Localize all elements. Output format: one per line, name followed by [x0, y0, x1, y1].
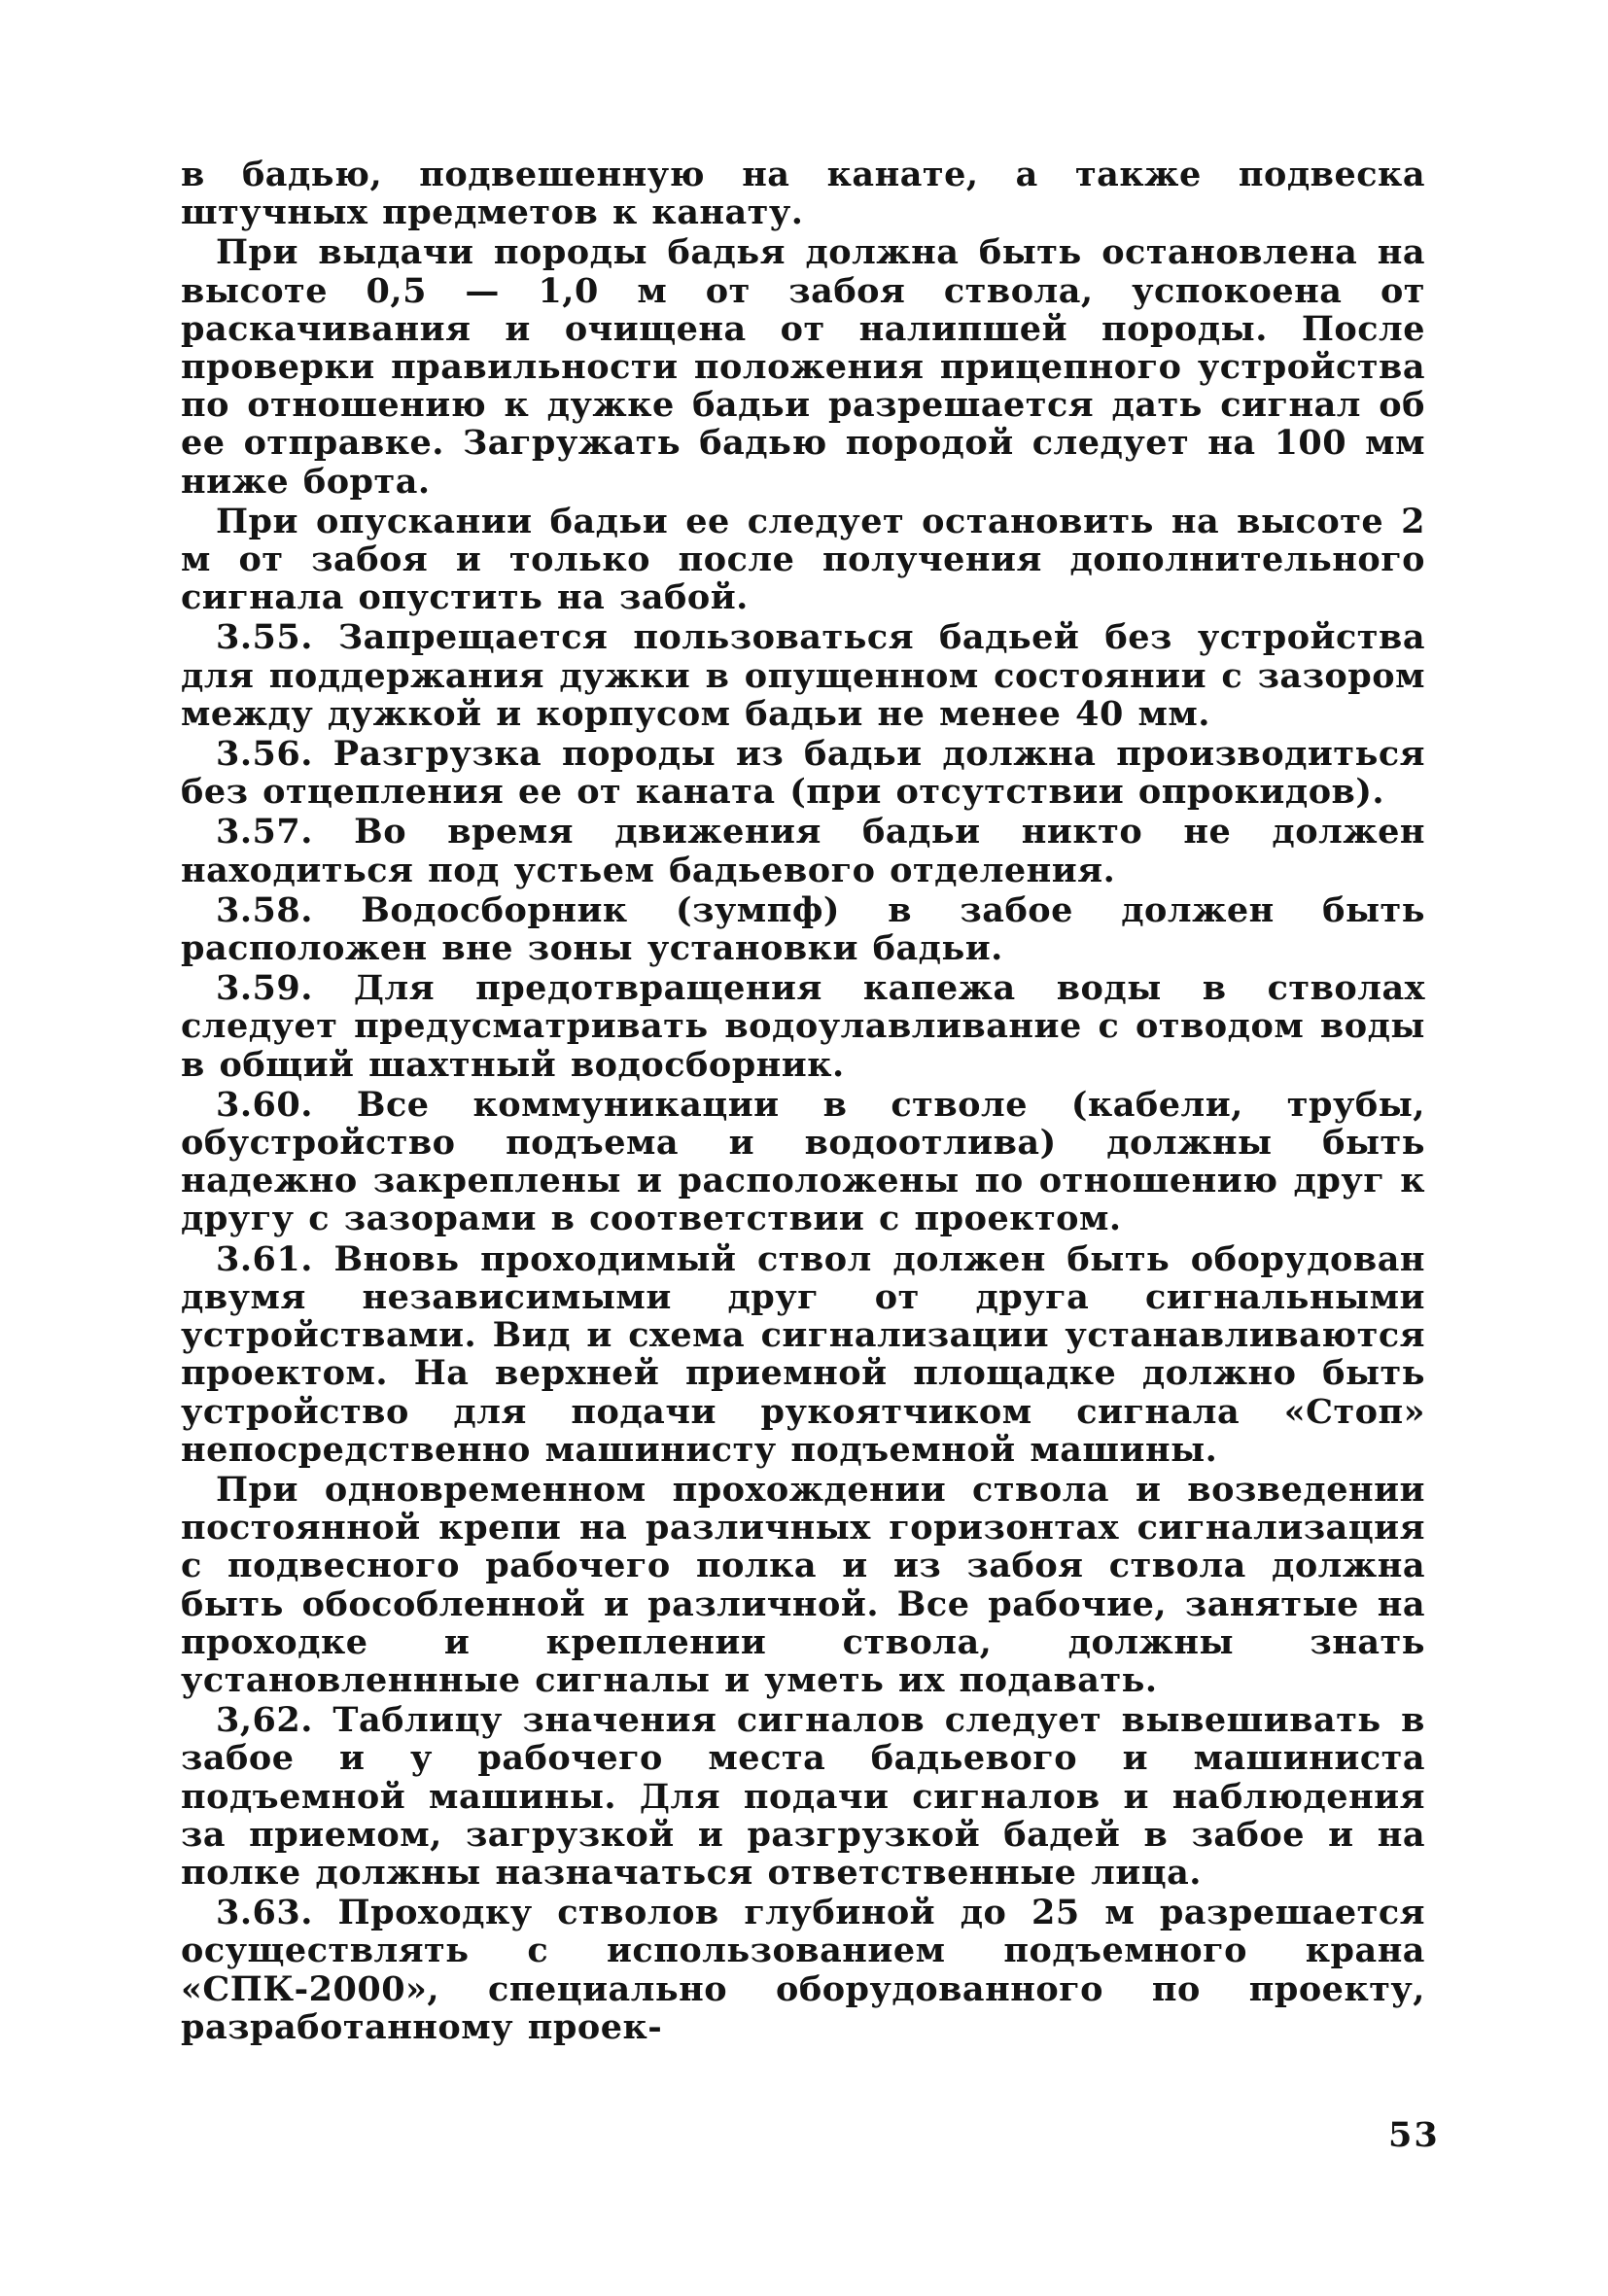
paragraph: 3.56. Разгрузка породы из бадьи должна производиться без отцепления ее от каната (при отсутствии опрокидов). [181, 734, 1425, 813]
paragraph: 3.63. Проходку стволов глубиной до 25 м разрешается осуществлять с использованием подъемного крана «СПК-2000», специально оборудованного по проекту, разработанному проек- [181, 1893, 1425, 2047]
paragraph: 3.58. Водосборник (зумпф) в забое должен быть расположен вне зоны установки бадьи. [181, 889, 1425, 969]
paragraph: 3,62. Таблицу значения сигналов следует вывешивать в забое и у рабочего места бадьевого и машиниста подъемной машины. Для подачи сигналов и наблюдения за приемом, загрузкой и разгрузкой бадей в забое и на полке должны назначаться ответственные лица. [181, 1700, 1425, 1893]
paragraph: При опускании бадьи ее следует остановить на высоте 2 м от забоя и только после получения дополнительного сигнала опустить на забой. [181, 501, 1425, 618]
paragraph: в бадью, подвешенную на канате, а также подвеска штучных предметов к канату. [181, 155, 1425, 233]
paragraph: 3.55. Запрещается пользоваться бадьей без устройства для поддержания дужки в опущенном состоянии с зазором между дужкой и корпусом бадьи не менее 40 мм. [181, 617, 1425, 734]
paragraph: 3.61. Вновь проходимый ствол должен быть оборудован двумя независимыми друг от друга сигнальными устройствами. Вид и схема сигнализации устанавливаются проектом. На верхней приемной площадке должно быть устройство для подачи рукоятчиком сигнала «Стоп» непосредственно машинисту подъемной машины. [181, 1238, 1425, 1470]
paragraph: 3.60. Все коммуникации в стволе (кабели, трубы, обустройство подъема и водоотлива) должны быть надежно закреплены и расположены по отношению друг к другу с зазорами в соответствии с проектом. [181, 1084, 1425, 1239]
paragraph: При выдачи породы бадья должна быть остановлена на высоте 0,5 — 1,0 м от забоя ствола, успокоена от раскачивания и очищена от налипшей породы. После проверки правильности положения прицепного устройства по отношению к дужке бадьи разрешается дать сигнал об ее отправке. Загружать бадью породой следует на 100 мм ниже борта. [181, 232, 1425, 502]
paragraph: 3.59. Для предотвращения капежа воды в стволах следует предусматривать водоулавливание с отводом воды в общий шахтный водосборник. [181, 968, 1425, 1085]
paragraph: 3.57. Во время движения бадьи никто не должен находиться под устьем бадьевого отделения. [181, 812, 1425, 890]
page-number: 53 [1388, 2115, 1440, 2155]
paragraph: При одновременном прохождении ствола и возведении постоянной крепи на различных горизонтах сигнализация с подвесного рабочего полка и из забоя ствола должна быть обособленной и различной. Все рабочие, занятые на проходке и креплении ствола, должны знать установленнные сигналы и уметь их подавать. [181, 1469, 1425, 1700]
page-text [181, 156, 1425, 2046]
